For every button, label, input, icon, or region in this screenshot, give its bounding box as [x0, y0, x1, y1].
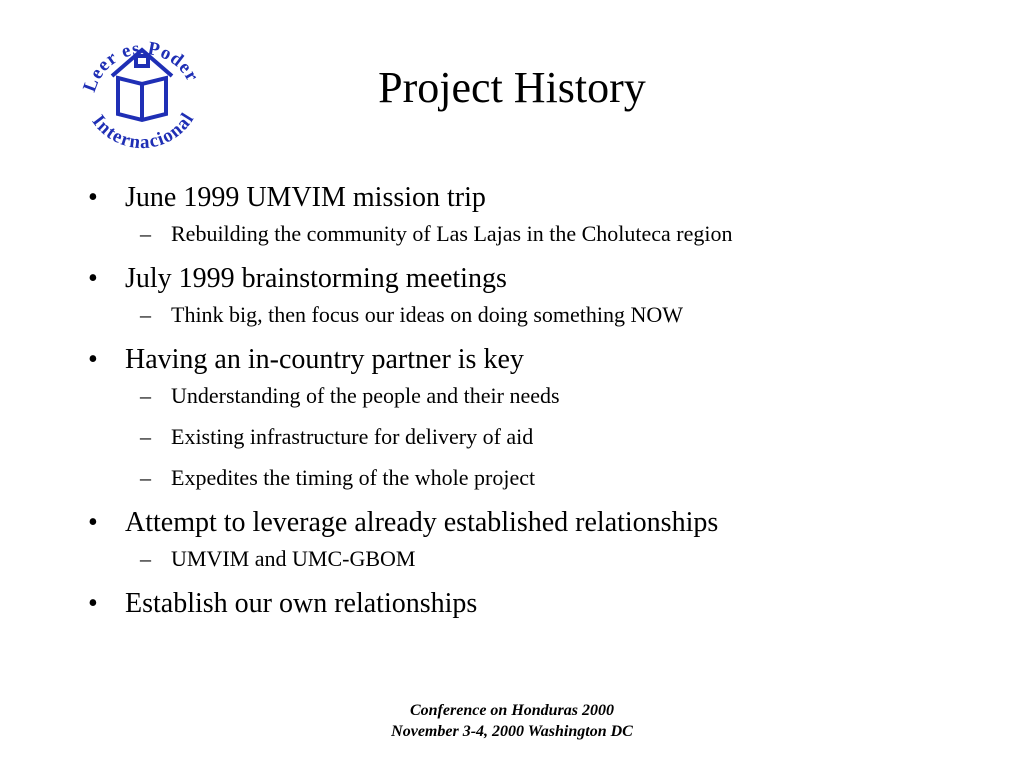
page-title: Project History — [378, 63, 646, 112]
sub-item — [125, 301, 988, 329]
sub-text: Think big, then focus our ideas on doing something NOW — [171, 302, 684, 327]
sub-list — [125, 301, 988, 329]
logo-top-text: Leer es Poder — [79, 37, 203, 95]
bullet-text: Establish our own relationships — [125, 588, 478, 619]
bullet-item — [88, 261, 988, 329]
bullet-item — [88, 586, 988, 622]
sub-item — [125, 545, 988, 573]
sub-item — [125, 382, 988, 410]
footer-conference: Conference on Honduras 2000 — [409, 702, 615, 719]
footer — [0, 700, 1024, 742]
sub-list — [125, 382, 988, 492]
sub-item — [125, 464, 988, 492]
bullet-text: July 1999 brainstorming meetings — [125, 263, 507, 294]
dash-icon: – — [140, 221, 151, 246]
bullet-text: June 1999 UMVIM mission trip — [125, 182, 486, 213]
sub-text: UMVIM and UMC-GBOM — [171, 546, 416, 571]
sub-text: Understanding of the people and their needs — [171, 383, 560, 408]
sub-list — [125, 545, 988, 573]
dash-icon: – — [140, 302, 151, 327]
sub-text: Existing infrastructure for delivery of aid — [171, 424, 534, 449]
bullet-item — [88, 505, 988, 573]
bullet-dot-icon: • — [88, 344, 98, 375]
bullet-dot-icon: • — [88, 263, 98, 294]
sub-item — [125, 423, 988, 451]
bullet-dot-icon: • — [88, 182, 98, 213]
bullet-dot-icon: • — [88, 507, 98, 538]
logo-bottom-text: Internacional — [87, 108, 199, 154]
bullet-list — [88, 180, 988, 630]
sub-text: Rebuilding the community of Las Lajas in the Choluteca region — [171, 221, 733, 246]
bullet-dot-icon: • — [88, 588, 98, 619]
dash-icon: – — [140, 465, 151, 490]
sub-item — [125, 220, 988, 248]
bullet-item — [88, 342, 988, 492]
sub-text: Expedites the timing of the whole project — [171, 465, 536, 490]
dash-icon: – — [140, 424, 151, 449]
bullet-text: Having an in-country partner is key — [125, 344, 524, 375]
footer-date-location: November 3-4, 2000 Washington DC — [391, 723, 633, 740]
bullet-item — [88, 180, 988, 248]
sub-list — [125, 220, 988, 248]
bullet-text: Attempt to leverage already established relationships — [125, 507, 719, 538]
dash-icon: – — [140, 546, 151, 571]
dash-icon: – — [140, 383, 151, 408]
